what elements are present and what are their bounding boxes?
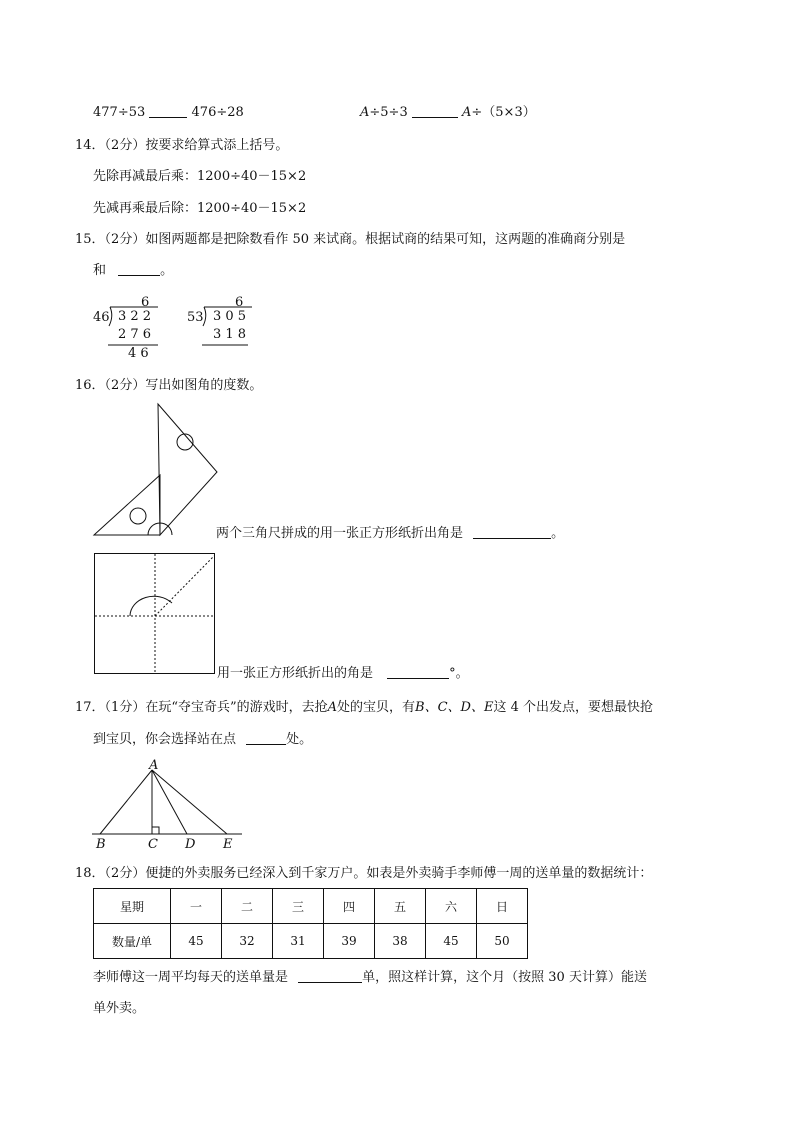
q17-geometry-figure [92, 768, 252, 848]
q16-caption-2 [217, 665, 469, 683]
div1-remainder: 4 6 [128, 346, 149, 361]
q14-line-2: 先减再乘最后除：1200÷40－15×2 [93, 201, 307, 216]
q15-and-text: 和 [93, 263, 107, 278]
q16-answer-blank-1[interactable] [473, 525, 551, 539]
q17-line-2-end: 处。 [286, 732, 313, 747]
q17-label-c: C [148, 837, 158, 852]
q17-answer-blank[interactable] [246, 731, 286, 745]
div1-dividend: 3 2 2 [118, 309, 152, 324]
q16-heading: 16．（2分）写出如图角的度数。 [75, 378, 263, 393]
table-cell-value: 50 [477, 924, 528, 959]
q13-end-expr: ÷（5×3） [471, 105, 536, 120]
table-cell-day: 日 [477, 889, 528, 924]
q17-head-text-1: 17．（1分）在玩“夺宝奇兵”的游戏时，去抢 [75, 700, 328, 715]
table-cell-value: 31 [273, 924, 324, 959]
table-header-quantity: 数量/单 [94, 924, 171, 959]
q18-answer-line-1 [93, 969, 647, 987]
q17-point-a: A [327, 700, 337, 715]
q17-head-text-2: 处的宝贝，有 [337, 700, 416, 715]
q16-caption-1-end: 。 [551, 526, 565, 541]
table-cell-value: 38 [375, 924, 426, 959]
q17-line-2 [93, 731, 312, 749]
table-cell-day: 四 [324, 889, 375, 924]
q13-answer-blank-1[interactable] [149, 104, 187, 118]
q18-heading: 18．（2分）便捷的外卖服务已经深入到千家万户。如表是外卖骑手李师傅一周的送单量的数据统计： [75, 866, 653, 881]
div1-divisor: 46 [93, 310, 110, 325]
q17-head-text-3: 这 4 个出发点，要想最快抢 [493, 700, 653, 715]
q15-answer-blank[interactable] [118, 262, 160, 276]
table-cell-value: 45 [426, 924, 477, 959]
q13-var-a-2: A [462, 105, 472, 120]
q13-comparison-left [93, 104, 244, 122]
q15-heading: 15．（2分）如图两题都是把除数看作 50 来试商。根据试商的结果可知，这两题的准确商分别是 [75, 232, 626, 247]
table-cell-day: 一 [171, 889, 222, 924]
q17-label-a: A [149, 758, 159, 773]
div2-product: 3 1 8 [213, 327, 247, 342]
div1-product: 2 7 6 [118, 327, 152, 342]
table-cell-value: 39 [324, 924, 375, 959]
table-cell-day: 五 [375, 889, 426, 924]
q13-right-expr: 476÷28 [191, 105, 244, 120]
q16-caption-2-end: °。 [449, 666, 469, 681]
q17-points: B、C、D、E [415, 700, 494, 715]
q18-delivery-table [93, 888, 528, 959]
table-row [94, 924, 528, 959]
q13-mid-expr: ÷5÷3 [369, 105, 408, 120]
q18-line-1-text: 李师傅这一周平均每天的送单量是 [93, 970, 289, 985]
q16-triangle-rulers-figure [92, 402, 222, 542]
q13-var-a: A [360, 105, 370, 120]
q18-line-1-end: 单，照这样计算，这个月（按照 30 天计算）能送 [362, 970, 647, 985]
q18-answer-blank-1[interactable] [298, 969, 362, 983]
q17-heading [75, 699, 653, 717]
q16-caption-1 [216, 525, 564, 543]
div2-subtract-line [202, 344, 262, 346]
table-cell-value: 45 [171, 924, 222, 959]
q18-answer-line-2: 单外卖。 [93, 1001, 146, 1016]
q14-line-1: 先除再减最后乘：1200÷40－15×2 [93, 169, 307, 184]
table-cell-day: 二 [222, 889, 273, 924]
div1-quotient: 6 [141, 295, 150, 310]
q15-period: 。 [160, 263, 174, 278]
table-cell-day: 三 [273, 889, 324, 924]
q13-left-expr: 477÷53 [93, 105, 146, 120]
q13-answer-blank-2[interactable] [412, 104, 458, 118]
q15-line-2 [93, 262, 173, 280]
q17-label-d: D [185, 837, 196, 852]
q14-heading: 14．（2分）按要求给算式添上括号。 [75, 138, 289, 153]
q17-line-2-text: 到宝贝，你会选择站在点 [93, 732, 237, 747]
div2-divisor: 53 [187, 310, 204, 325]
div2-dividend: 3 0 5 [213, 309, 247, 324]
q17-label-b: B [96, 837, 106, 852]
q16-caption-1-text: 两个三角尺拼成的用一张正方形纸折出角是 [216, 526, 464, 541]
table-cell-value: 32 [222, 924, 273, 959]
q13-comparison-right [360, 104, 536, 122]
q16-answer-blank-2[interactable] [387, 665, 449, 679]
table-header-weekday: 星期 [94, 889, 171, 924]
div2-quotient: 6 [235, 295, 244, 310]
table-row [94, 889, 528, 924]
q16-caption-2-text: 用一张正方形纸折出的角是 [217, 666, 374, 681]
q17-label-e: E [223, 837, 233, 852]
q16-folded-square-figure [94, 553, 219, 678]
table-cell-day: 六 [426, 889, 477, 924]
